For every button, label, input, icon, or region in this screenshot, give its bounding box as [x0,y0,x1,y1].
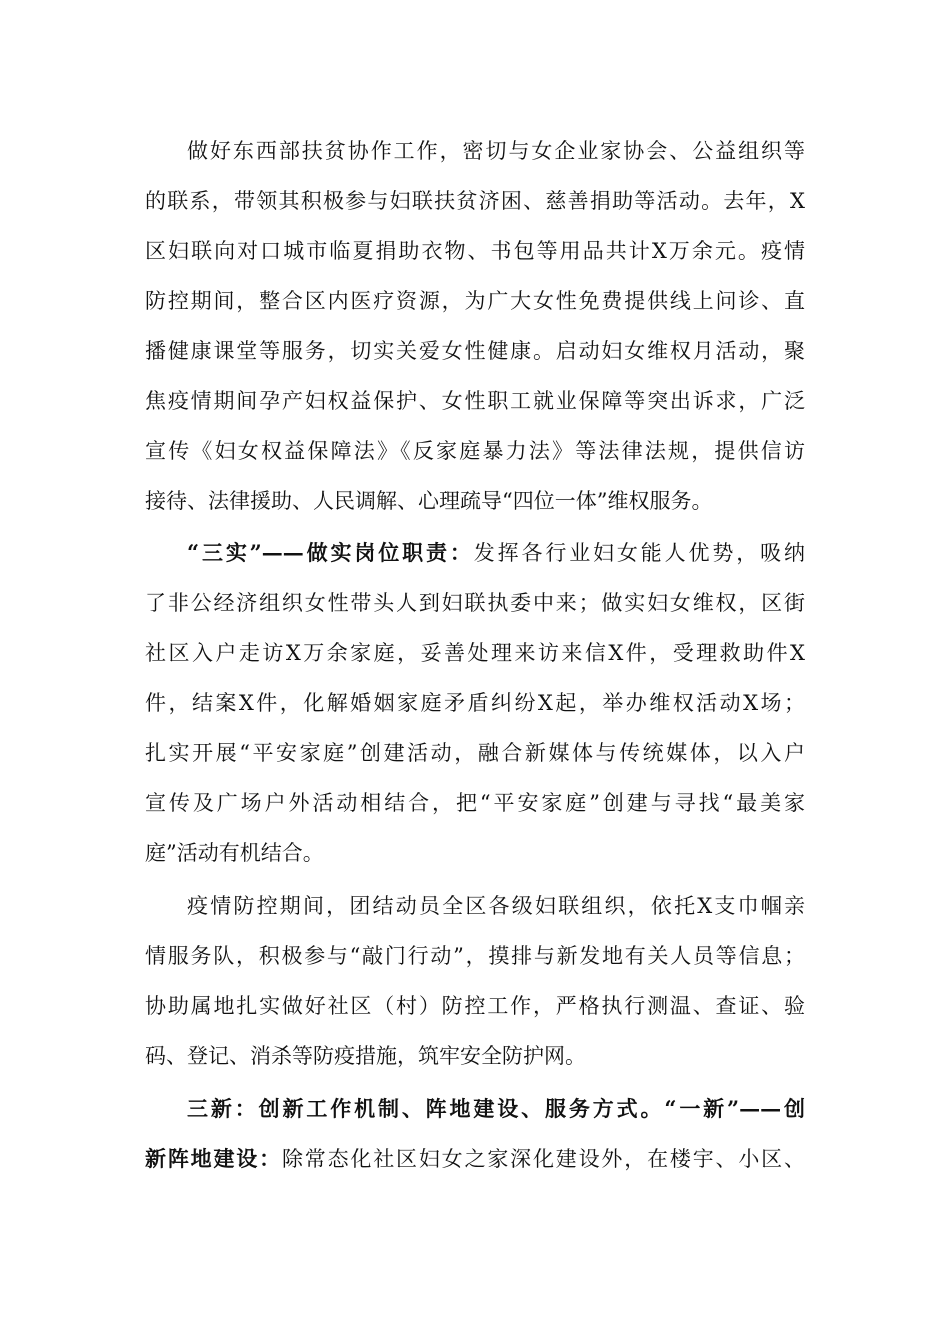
heading-line-rest: 除常态化社区妇女之家深化建设外，在楼宇、小区、 [281,1147,806,1171]
paragraph-line: 庭”活动有机结合。 [145,841,324,865]
section-heading: 新阵地建设： [145,1146,282,1171]
section-heading: 三新：创新工作机制、阵地建设、服务方式。“一新”——创 [187,1096,805,1121]
paragraph-line: 码、登记、消杀等防疫措施，筑牢安全防护网。 [145,1044,586,1068]
paragraph-line: 接待、法律援助、人民调解、心理疏导“四位一体”维权服务。 [145,489,713,513]
paragraph-line: 宣传及广场户外活动相结合，把“平安家庭”创建与寻找“最美家 [145,791,805,815]
paragraph-line: 了非公经济组织女性带头人到妇联执委中来；做实妇女维权，区街 [145,591,805,615]
paragraph-line: 区妇联向对口城市临夏捐助衣物、书包等用品共计X万余元。疫情 [145,239,805,263]
paragraph-heading-line [145,528,805,578]
paragraph-line: 宣传《妇女权益保障法》《反家庭暴力法》等法律法规，提供信访 [145,439,805,463]
paragraph-line: 的联系，带领其积极参与妇联扶贫济困、慈善捐助等活动。去年，X [145,189,805,213]
heading-line-rest: 发挥各行业妇女能人优势，吸纳 [473,541,805,565]
paragraph-line: 社区入户走访X万余家庭，妥善处理来访来信X件，受理救助件X [145,641,805,665]
paragraph-line: 防控期间，整合区内医疗资源，为广大女性免费提供线上问诊、直 [145,289,805,313]
paragraph-line: 件，结案X件，化解婚姻家庭矛盾纠纷X起，举办维权活动X场； [145,691,805,715]
paragraph-line: 做好东西部扶贫协作工作，密切与女企业家协会、公益组织等 [187,139,805,163]
paragraph-line: 焦疫情期间孕产妇权益保护、女性职工就业保障等突出诉求，广泛 [145,389,805,413]
paragraph-heading-line [145,1134,805,1184]
section-heading: “三实”——做实岗位职责： [187,540,474,565]
paragraph-line: 播健康课堂等服务，切实关爱女性健康。启动妇女维权月活动，聚 [145,339,805,363]
paragraph-line: 扎实开展“平安家庭”创建活动，融合新媒体与传统媒体，以入户 [145,741,805,765]
paragraph-line: 疫情防控期间，团结动员全区各级妇联组织，依托X支巾帼亲 [187,894,805,918]
paragraph-line: 情服务队，积极参与“敲门行动”，摸排与新发地有关人员等信息； [145,944,805,968]
paragraph-line: 协助属地扎实做好社区（村）防控工作，严格执行测温、查证、验 [145,994,805,1018]
